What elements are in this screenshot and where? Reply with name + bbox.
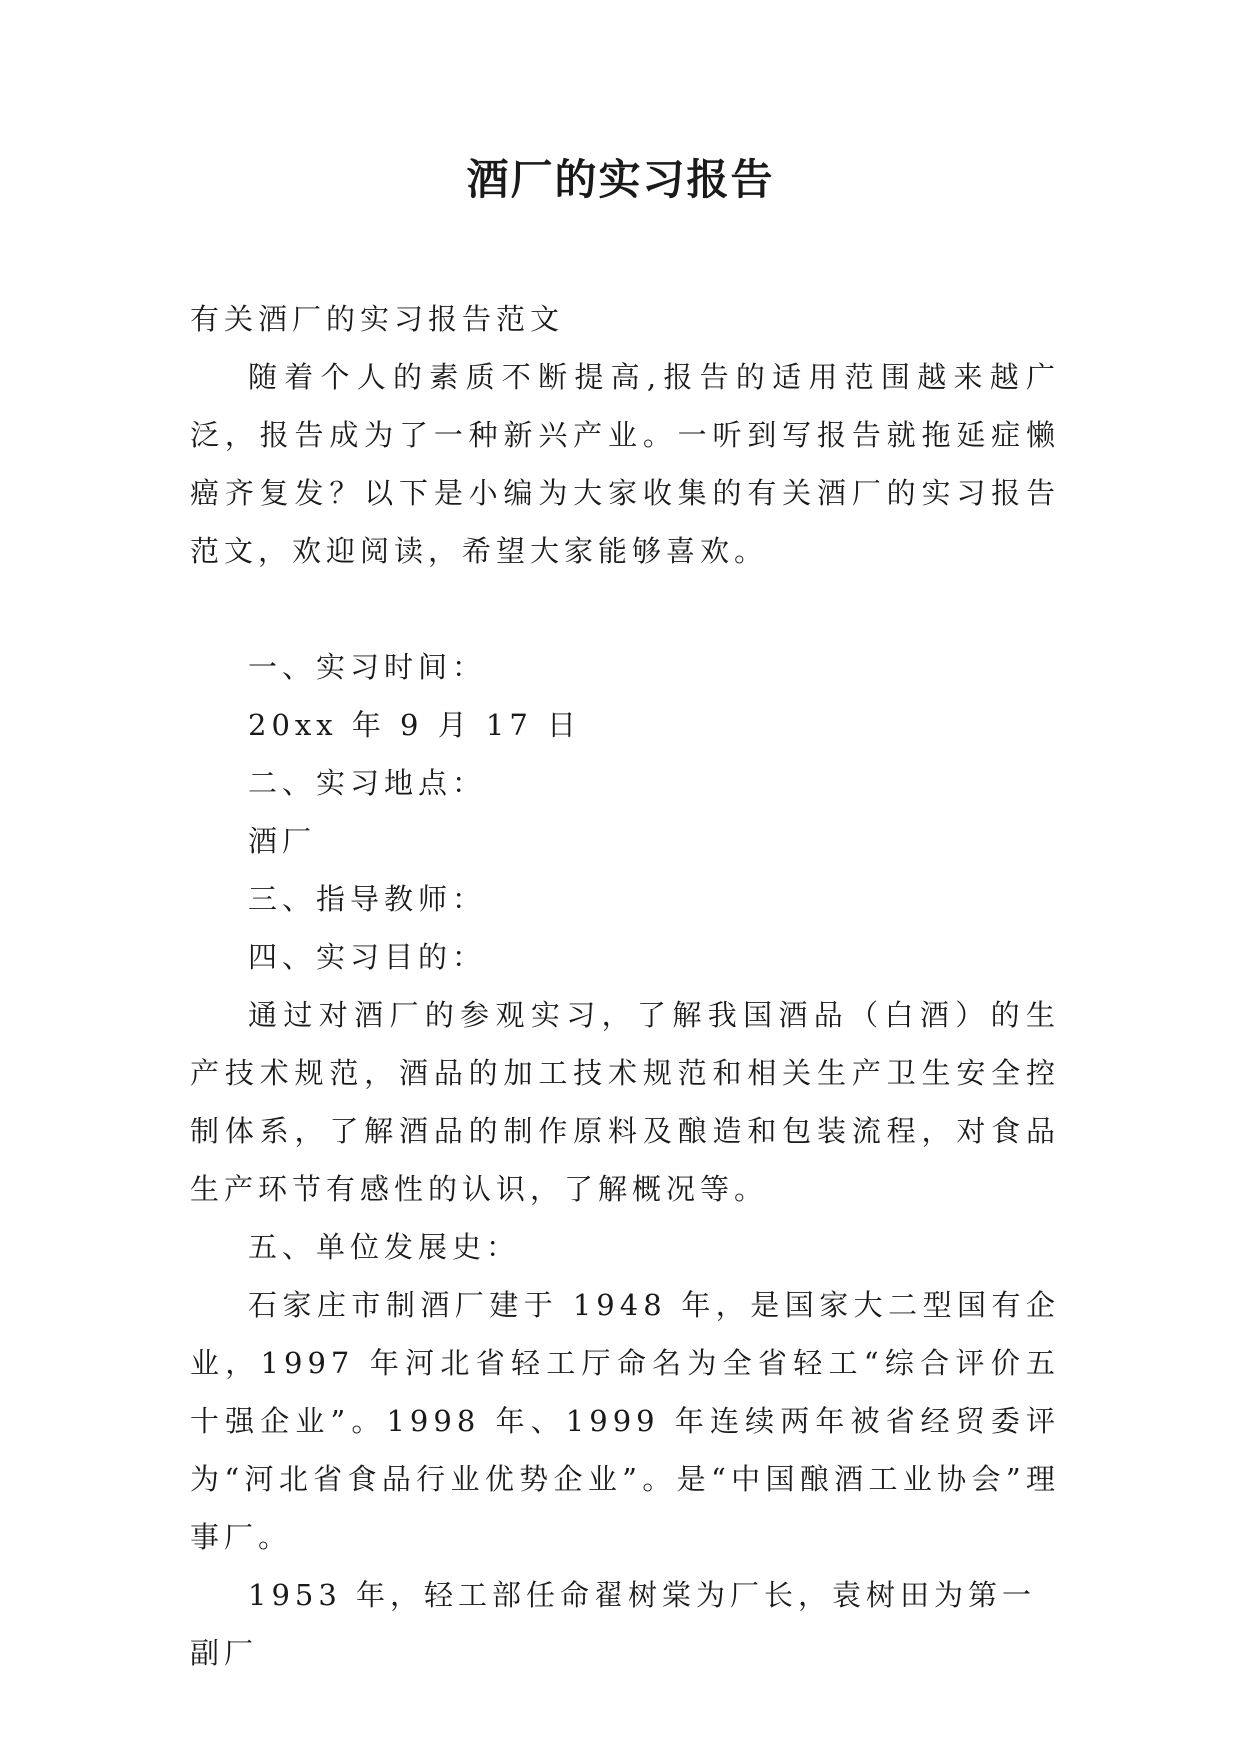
history-paragraph-2: 1953 年，轻工部任命翟树棠为厂长，袁树田为第一副厂	[190, 1578, 1037, 1670]
section-value-place: 酒厂	[248, 824, 317, 858]
document-title: 酒厂的实习报告	[466, 155, 775, 204]
section-heading-teacher: 三、指导教师：	[248, 882, 487, 916]
purpose-paragraph: 通过对酒厂的参观实习，了解我国酒品（白酒）的生产技术规范，酒品的加工技术规范和相关生产卫生安全控制体系，了解酒品的制作原料及酿造和包装流程，对食品生产环节有感性的认识，了解概况等。	[190, 998, 1060, 1206]
section-heading-place: 二、实习地点：	[248, 766, 487, 800]
document-subtitle: 有关酒厂的实习报告范文	[190, 302, 565, 336]
document-body	[190, 290, 1060, 1682]
section-heading-history: 五、单位发展史：	[248, 1230, 521, 1264]
section-value-time: 20xx 年 9 月 17 日	[248, 708, 582, 742]
section-heading-purpose: 四、实习目的：	[248, 940, 487, 974]
intro-paragraph: 随着个人的素质不断提高,报告的适用范围越来越广泛，报告成为了一种新兴产业。一听到写报告就拖延症懒癌齐复发？以下是小编为大家收集的有关酒厂的实习报告范文，欢迎阅读，希望大家能够喜欢。	[190, 360, 1060, 568]
paragraph-gap	[190, 580, 1060, 638]
history-paragraph-1: 石家庄市制酒厂建于 1948 年，是国家大二型国有企业，1997 年河北省轻工厅命名为全省轻工“综合评价五十强企业”。1998 年、1999 年连续两年被省经贸委评为“河北省食品行业优势企业”。是“中国酿酒工业协会”理事厂。	[190, 1288, 1060, 1554]
section-heading-time: 一、实习时间：	[248, 650, 487, 684]
